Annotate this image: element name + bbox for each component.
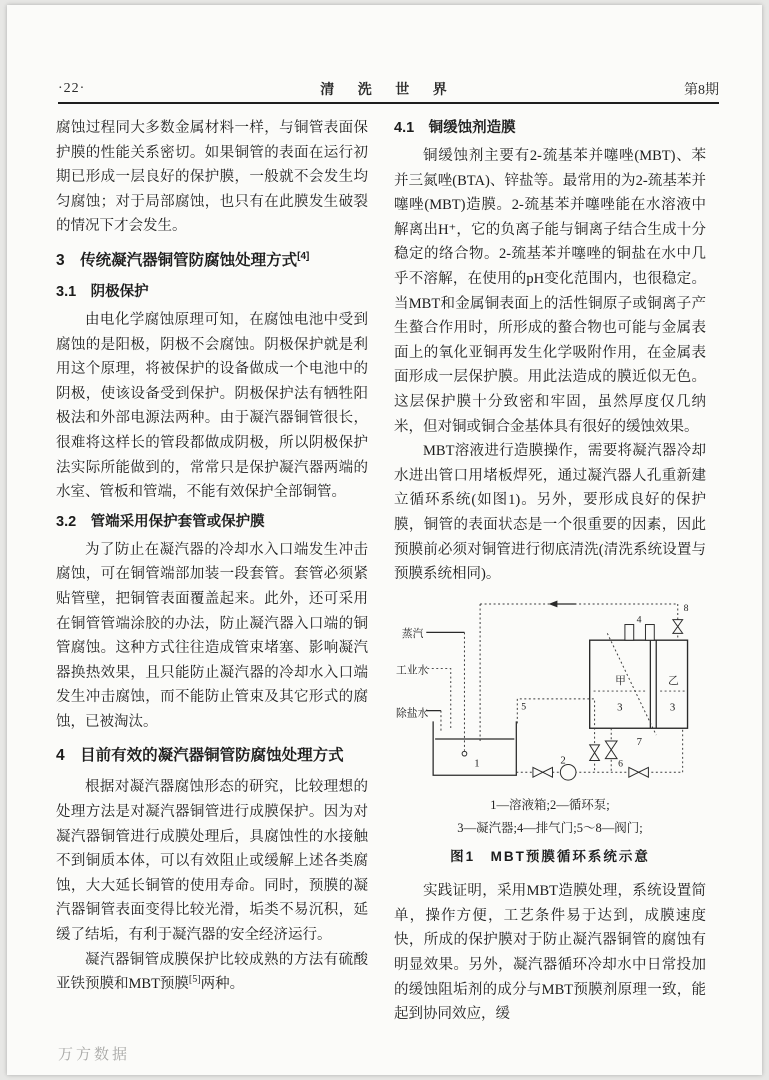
figure-label-yi: 乙 bbox=[667, 674, 679, 687]
closing-paragraph: 实践证明，采用MBT造膜处理，系统设置简单，操作方便，工艺条件易于达到，成膜速度快，所成的保护膜对于防止凝汽器铜管的腐蚀有明显效果。另外，凝汽器循环冷却水中日常投加的缓蚀阻垢剂的成分与MBT预膜剂原理一致，能起到协同效应，缓 bbox=[394, 883, 706, 1023]
section-4-heading: 4 目前有效的凝汽器铜管防腐蚀处理方式 bbox=[56, 747, 344, 765]
section-3-citation: [4] bbox=[297, 250, 310, 262]
header-rule bbox=[58, 102, 719, 104]
section-3-1-heading: 3.1 阴极保护 bbox=[56, 283, 149, 300]
left-column bbox=[56, 116, 368, 1066]
condenser-divider bbox=[650, 640, 656, 728]
bottom-pipeline bbox=[516, 728, 682, 772]
section-3-heading-text: 3 传统凝汽器铜管防腐蚀处理方式 bbox=[56, 251, 298, 269]
valve-6-bottom bbox=[605, 749, 617, 758]
figure-caption-line-2: 3—凝汽器;4—排气门;5～8—阀门; bbox=[457, 820, 643, 835]
valve-6-top bbox=[605, 741, 617, 750]
section-3-2-heading: 3.2 管端采用保护套管或保护膜 bbox=[56, 513, 265, 530]
figure-label-valve-6: 6 bbox=[618, 758, 623, 770]
figure-label-3-left: 3 bbox=[617, 701, 623, 714]
page-header bbox=[58, 78, 719, 100]
steam-sparger bbox=[462, 751, 467, 756]
figure-label-steam: 蒸汽 bbox=[401, 627, 424, 640]
flow-arrow-head bbox=[549, 600, 558, 607]
figure-1 bbox=[394, 595, 706, 870]
section-4-paragraph-2-text: 凝汽器铜管成膜保护比较成熟的方法有硫酸亚铁预膜和MBT预膜 bbox=[56, 951, 368, 993]
figure-label-valve-5: 5 bbox=[521, 701, 527, 713]
tank-outlet-pipe bbox=[517, 699, 594, 772]
circulation-pump bbox=[560, 764, 576, 780]
figure-label-industrial-water: 工业水 bbox=[395, 664, 429, 677]
section-4-1-paragraph-2: MBT溶液进行造膜操作，需要将凝汽器冷却水进出管口用堵板焊死，通过凝汽器人孔重新建立循环系统(如图1)。另外，要形成良好的保护膜，铜管的表面状态是一个很重要的因素，因此预膜前必须对铜管进行彻底清洗(清洗系统设置与预膜系统相同)。 bbox=[394, 443, 706, 583]
section-4-paragraph-2-tail: 两种。 bbox=[200, 976, 245, 993]
journal-title: 清 洗 世 界 bbox=[320, 83, 457, 98]
figure-label-tank-1: 1 bbox=[474, 757, 480, 770]
industrial-water-pipe bbox=[427, 668, 450, 729]
figure-caption-title: 图1 MBT预膜循环系统示意 bbox=[450, 848, 650, 864]
two-column-body bbox=[56, 116, 706, 1066]
figure-label-pump-2: 2 bbox=[560, 754, 566, 767]
section-4-1-heading: 4.1 铜缓蚀剂造膜 bbox=[394, 120, 516, 136]
valve-8-top bbox=[673, 619, 683, 626]
section-3-2-paragraph: 为了防止在凝汽器的冷却水入口端发生冲击腐蚀，可在铜管端部加装一段套管。套管必须紧贴管壁，把铜管表面覆盖起来。此外，还可采用在铜管管端涂胶的办法，防止凝汽器入口端的铜管腐蚀。这种方式往往造成管束堵塞、影响凝汽器换热效果，且只能防止凝汽器的冷却水入口端发生冲击腐蚀，而不能防止管束及其它形式的腐蚀，已被淘汰。 bbox=[56, 541, 368, 730]
valve-5-bottom bbox=[590, 752, 600, 760]
figure-caption-line-1: 1—溶液箱;2—循环泵; bbox=[490, 797, 610, 812]
figure-label-vent-4: 4 bbox=[636, 614, 642, 626]
figure-label-demin-water: 除盐水 bbox=[395, 707, 429, 720]
section-4-paragraph-2 bbox=[56, 948, 368, 997]
vent-valve-right bbox=[645, 624, 654, 640]
section-4-paragraph-1: 根据对凝汽器腐蚀形态的研究，比较理想的处理方法是对凝汽器铜管进行成膜保护。因为对凝汽器铜管进行成膜处理后，具腐蚀性的水接触不到铜质本体，可以有效阻止或缓解上述各类腐蚀，大大延长铜管的使用寿命。同时，预膜的凝汽器铜管表面变得比较光滑，垢类不易沉积，延缓了结垢，有利于凝汽器的安全经济运行。 bbox=[56, 779, 368, 944]
section-4-citation: [5] bbox=[188, 974, 201, 986]
issue-number: 第8期 bbox=[684, 83, 719, 98]
valve-8-bottom bbox=[673, 626, 683, 633]
section-3-heading bbox=[56, 248, 368, 273]
page-number: ·22· bbox=[58, 81, 86, 96]
discharge-valve-right bbox=[639, 767, 649, 777]
intro-paragraph: 腐蚀过程同大多数金属材料一样，与铜管表面保护膜的性能关系密切。如果铜管的表面在运行初期已形成一层良好的保护膜，一般就不会发生均匀腐蚀；对于局部腐蚀，也只有在此膜发生破裂的情况下才会发生。 bbox=[56, 120, 368, 235]
section-4-1-paragraph-1: 铜缓蚀剂主要有2-巯基苯并噻唑(MBT)、苯并三氮唑(BTA)、锌盐等。最常用的为2-巯基苯并噻唑(MBT)造膜。2-巯基苯并噻唑能在水溶液中解离出H⁺，它的负离子能与铜离子结合生成十分稳定的络合物。2-巯基苯并噻唑的铜盐在水中几乎不溶解，在使用的pH变化范围内，也很稳定。当MBT和金属铜表面上的活性铜原子或铜离子产生螯合作用时，所形成的螯合物也可能与金属表面上的氧化亚铜再发生化学吸附作用，在金属表面形成一层保护膜。用此法造成的膜近似无色。这层保护膜十分致密和牢固，虽然厚度仅几纳米，但对铜或铜合金基体具有很好的缓蚀效果。 bbox=[394, 148, 706, 435]
section-3-1-paragraph: 由电化学腐蚀原理可知，在腐蚀电池中受到腐蚀的是阳极，阴极不会腐蚀。阴极保护就是利用这个原理，将被保护的设备做成一个电池中的阴极，使该设备受到保护。阴极保护法有牺牲阳极法和外部电源法两种。由于凝汽器铜管很长，很难将这样长的管段都做成阴极，所以阴极保护法实际所能做到的，常常只是保护凝汽器两端的水室、管板和管端，不能有效保护全部铜管。 bbox=[56, 311, 368, 501]
figure-label-7: 7 bbox=[636, 735, 643, 748]
wanfang-watermark: 万方数据 bbox=[58, 1047, 131, 1063]
vent-valve-left bbox=[625, 624, 634, 640]
valve-5-top bbox=[590, 745, 600, 753]
figure-label-jia: 甲 bbox=[615, 674, 626, 687]
suction-valve-right bbox=[543, 767, 553, 777]
right-column bbox=[394, 116, 706, 1066]
discharge-valve-left bbox=[629, 767, 639, 777]
figure-1-diagram bbox=[394, 595, 706, 793]
figure-label-valve-8: 8 bbox=[683, 602, 689, 614]
figure-label-3-right: 3 bbox=[669, 701, 676, 714]
suction-valve-left bbox=[533, 767, 543, 777]
